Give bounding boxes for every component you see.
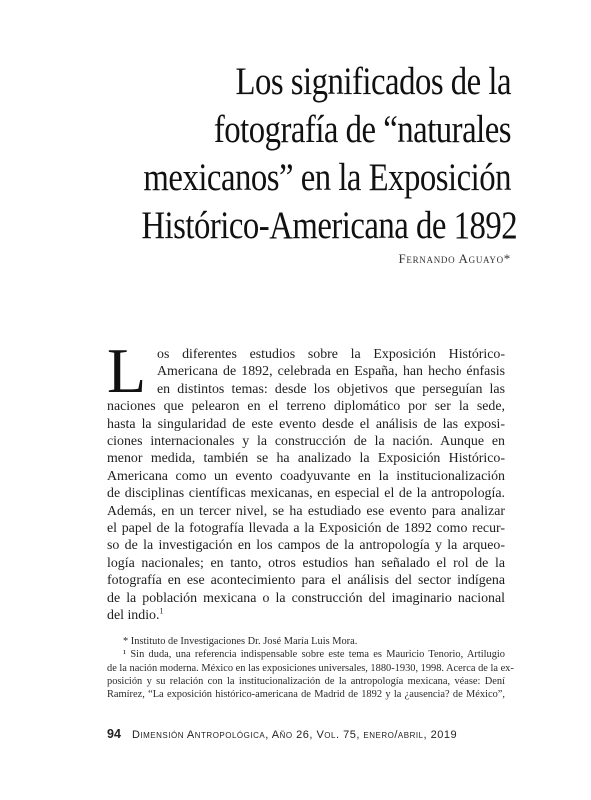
body-line: de la población mexicana o la construcción del imaginario nacional bbox=[107, 590, 505, 606]
footnotes bbox=[107, 635, 514, 701]
body-line: fotografía en ese acontecimiento para el análisis del sector indígena bbox=[107, 573, 505, 589]
body-line: ciones internacionales y la construcción de la nación. Aunque en bbox=[107, 434, 505, 450]
title-line-3: mexicanos” en la Exposición bbox=[143, 156, 512, 199]
article-title bbox=[141, 58, 518, 250]
page-number: 94 bbox=[107, 727, 121, 741]
body-line-last bbox=[107, 607, 505, 624]
body-line: naciones que pelearon en el terreno diplomático por ser la sede, bbox=[107, 399, 505, 415]
title-line-1: Los significados de la bbox=[235, 60, 511, 103]
body-line: hasta la singularidad de este evento desde el análisis de las exposi- bbox=[107, 416, 505, 432]
footnote-line: Ramírez, “La exposición histórico-americana de Madrid de 1892 y la ¿ausencia? de México”, bbox=[107, 689, 505, 701]
body-line: Americana como un evento coadyuvante en la institucionalización bbox=[107, 468, 505, 484]
footnote-line: posición y su relación con la institucionalización de la antropología mexicana, véase: Dení bbox=[107, 675, 505, 687]
journal-info: Dimensión Antropológica, Año 26, Vol. 75, enero/abril, 2019 bbox=[131, 729, 458, 741]
author-name: Fernando Aguayo* bbox=[398, 251, 511, 266]
footnote-affiliation: * Instituto de Investigaciones Dr. José María Luis Mora. bbox=[123, 636, 358, 647]
body-line: menor medida, también se ha analizado la Exposición Histórico- bbox=[107, 451, 505, 467]
title-line-2: fotografía de “naturales bbox=[213, 108, 511, 151]
page-footer bbox=[107, 727, 507, 741]
footnote-line: de la nación moderna. México en las exposiciones universales, 1880-1930, 1998. Acerca de la ex- bbox=[107, 662, 514, 674]
body-text bbox=[107, 346, 505, 625]
drop-cap: L bbox=[107, 335, 147, 406]
body-line-end-text: del indio. bbox=[107, 608, 160, 624]
body-line: el papel de la fotografía llevada a la Exposición de 1892 como recur- bbox=[107, 521, 505, 537]
body-line: logía nacionales; en tanto, otros estudios han señalado el rol de la bbox=[107, 555, 505, 571]
title-line-4: Histórico-Americana de 1892 bbox=[141, 204, 518, 247]
body-line: de disciplinas científicas mexicanas, en especial el de la antropología. bbox=[107, 486, 505, 502]
footnote-line: ¹ Sin duda, una referencia indispensable sobre este tema es Mauricio Tenorio, Artilugio bbox=[123, 649, 505, 661]
body-line: en distintos temas: desde los objetivos que perseguían las bbox=[157, 381, 505, 397]
body-line: os diferentes estudios sobre la Exposición Histórico- bbox=[157, 347, 505, 362]
body-line: Americana de 1892, celebrada en España, han hecho énfasis bbox=[157, 364, 505, 380]
body-line: Además, en un tercer nivel, se ha estudiado ese evento para analizar bbox=[107, 503, 505, 519]
footnote-reference[interactable]: 1 bbox=[159, 606, 164, 616]
body-line: so de la investigación en los campos de la antropología y la arqueo- bbox=[107, 538, 505, 554]
